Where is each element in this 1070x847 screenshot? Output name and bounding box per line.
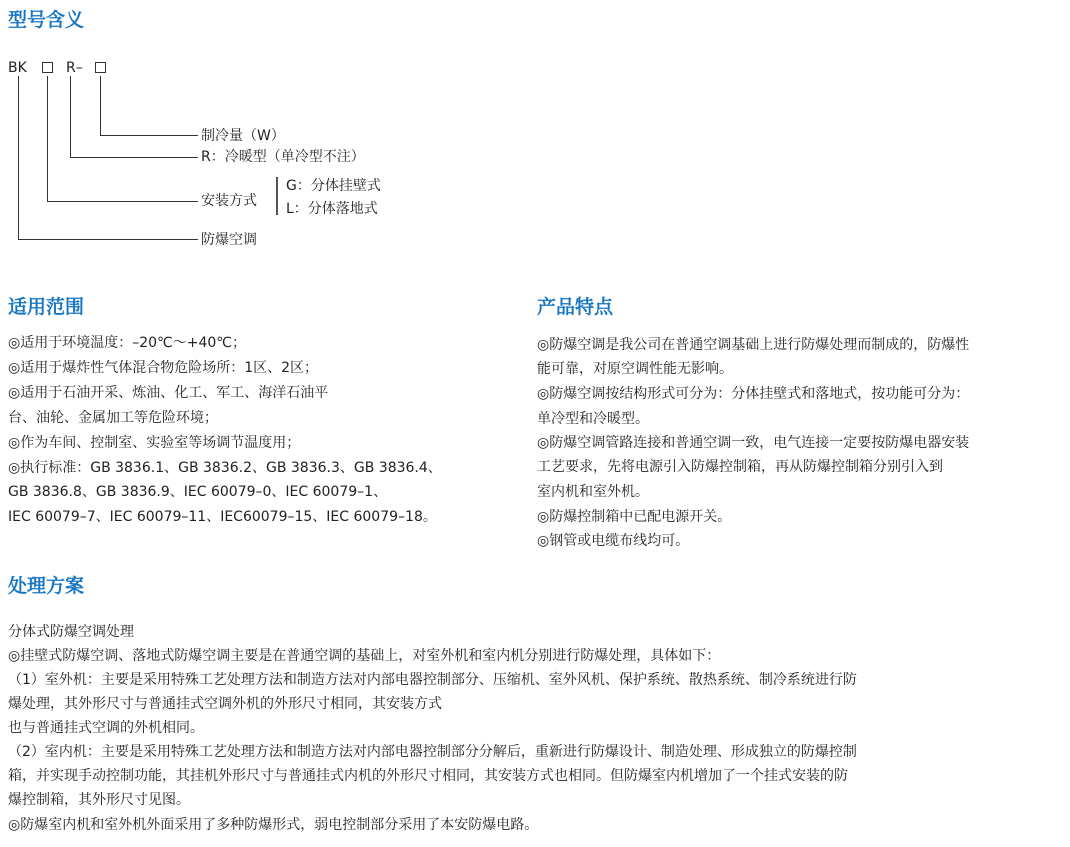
scope-line: ◎适用于石油开采、炼油、化工、军工、海洋石油平 [8, 385, 329, 401]
heating-leader-h [70, 157, 198, 158]
install-leader-v [47, 76, 48, 202]
heating-type-label: R：冷暖型（单冷型不注） [201, 149, 365, 165]
install-option-wall: G：分体挂壁式 [286, 178, 381, 194]
solution-line: 分体式防爆空调处理 [8, 624, 134, 640]
heating-leader-v [70, 76, 71, 158]
scope-line: IEC 60079–7、IEC 60079–11、IEC60079–15、IEC 60079–18。 [8, 509, 437, 525]
capacity-label: 制冷量（W） [201, 128, 285, 144]
solution-line: 爆处理，其外形尺寸与普通挂式空调外机的外形尺寸相同，其安装方式 [8, 696, 442, 712]
capacity-code-box [95, 62, 106, 73]
scope-line: ◎适用于爆炸性气体混合物危险场所：1区、2区； [8, 360, 319, 376]
explosion-proof-leader-v [18, 76, 19, 240]
solution-line: （2）室内机：主要是采用特殊工艺处理方法和制造方法对内部电器控制部分分解后，重新进行防爆设计、制造处理、形成独立的防爆控制 [8, 744, 857, 760]
scope-heading: 适用范围 [8, 296, 85, 318]
model-code-prefix: BK [8, 60, 27, 76]
solution-line: 爆控制箱，其外形尺寸见图。 [8, 792, 190, 808]
install-options-bracket [276, 177, 278, 215]
scope-line: 台、油轮、金属加工等危险环境； [8, 410, 218, 426]
features-line: ◎防爆控制箱中已配电源开关。 [537, 509, 732, 525]
features-line: 工艺要求，先将电源引入防爆控制箱，再从防爆控制箱分别引入到 [537, 459, 943, 475]
scope-line: GB 3836.8、GB 3836.9、IEC 60079–0、IEC 60079–1、 [8, 484, 388, 500]
model-meaning-heading: 型号含义 [8, 9, 85, 31]
install-option-floor: L：分体落地式 [286, 201, 378, 217]
features-line: 能可靠，对原空调性能无影响。 [537, 361, 733, 377]
explosion-proof-label: 防爆空调 [201, 232, 257, 248]
solution-line: 箱，并实现手动控制功能，其挂机外形尺寸与普通挂式内机的外形尺寸相同，其安装方式也相同。但防爆室内机增加了一个挂式安装的防 [8, 768, 848, 784]
features-line: ◎防爆空调按结构形式可分为：分体挂壁式和落地式，按功能可分为： [537, 386, 970, 402]
install-leader-h [47, 201, 198, 202]
solution-line: ◎挂壁式防爆空调、落地式防爆空调主要是在普通空调的基础上，对室外机和室内机分别进行防爆处理，具体如下： [8, 648, 721, 664]
capacity-leader-v [100, 76, 101, 135]
features-line: ◎钢管或电缆布线均可。 [537, 533, 690, 549]
capacity-leader-h [100, 135, 198, 136]
install-code-box [42, 62, 53, 73]
scope-line: ◎执行标准：GB 3836.1、GB 3836.2、GB 3836.3、GB 3836.4、 [8, 460, 442, 476]
solution-line: （1）室外机：主要是采用特殊工艺处理方法和制造方法对内部电器控制部分、压缩机、室外风机、保护系统、散热系统、制冷系统进行防 [8, 672, 857, 688]
explosion-proof-leader-h [18, 239, 198, 240]
solution-line: 也与普通挂式空调的外机相同。 [8, 720, 204, 736]
features-line: ◎防爆空调管路连接和普通空调一致，电气连接一定要按防爆电器安装 [537, 435, 970, 451]
scope-line: ◎作为车间、控制室、实验室等场调节温度用； [8, 435, 301, 451]
solution-line: ◎防爆室内机和室外机外面采用了多种防爆形式，弱电控制部分采用了本安防爆电路。 [8, 817, 539, 833]
features-line: 室内机和室外机。 [537, 484, 649, 500]
model-code-middle: R– [66, 60, 83, 76]
scope-line: ◎适用于环境温度：–20℃～+40℃； [8, 335, 247, 351]
features-heading: 产品特点 [537, 296, 614, 318]
features-line: ◎防爆空调是我公司在普通空调基础上进行防爆处理而制成的，防爆性 [537, 337, 970, 353]
install-method-label: 安装方式 [201, 193, 257, 209]
solution-heading: 处理方案 [8, 575, 85, 597]
features-line: 单冷型和冷暖型。 [537, 411, 649, 427]
